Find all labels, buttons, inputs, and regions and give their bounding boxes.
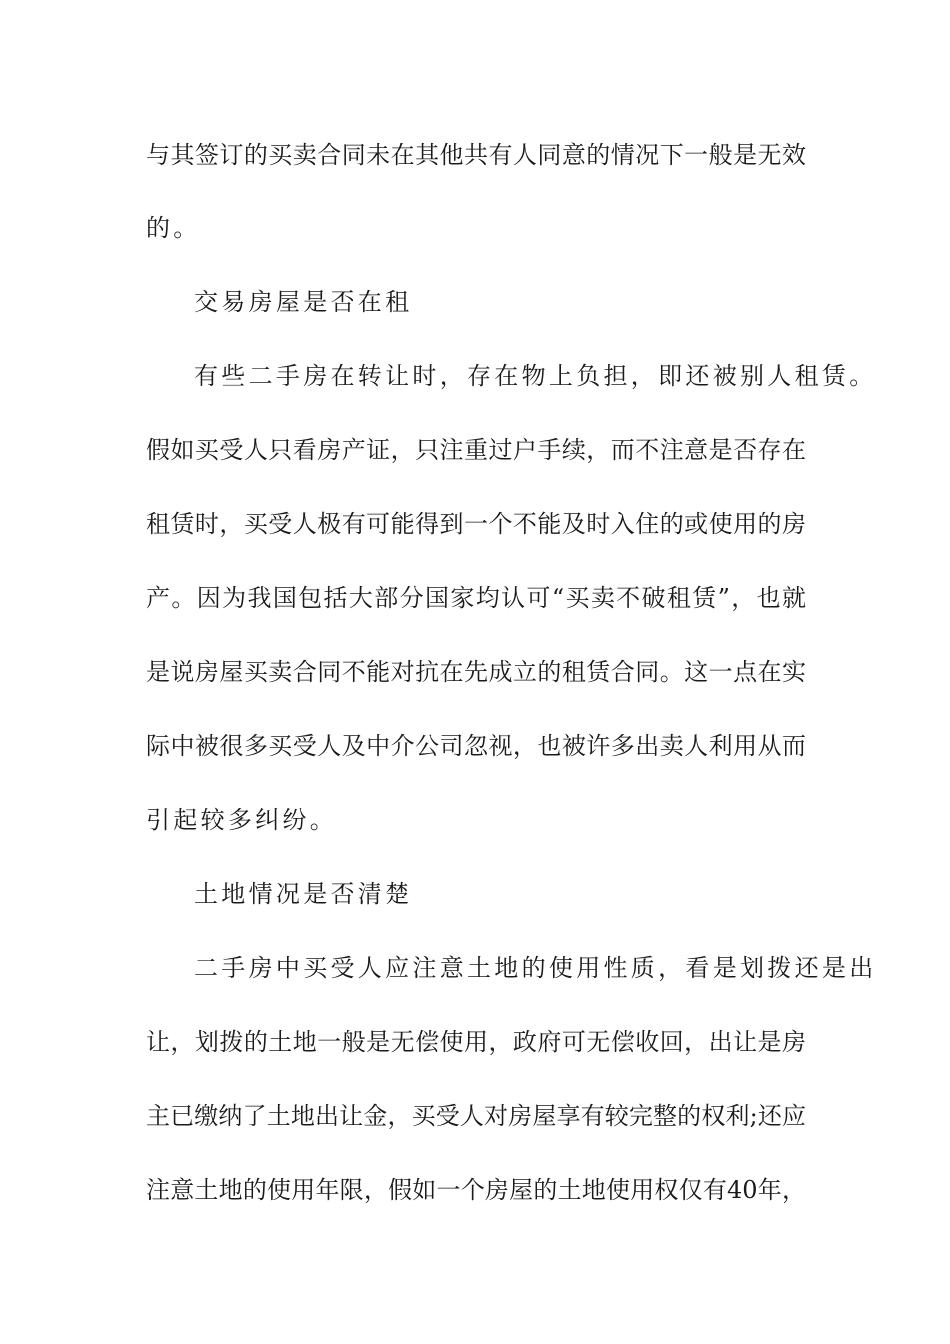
body-text-line: 有些二手房在转让时，存在物上负担，即还被别人租赁。 — [194, 362, 877, 390]
body-text-line: 假如买受人只看房产证，只注重过户手续，而不注意是否存在 — [146, 436, 806, 464]
body-text-line: 主已缴纳了土地出让金，买受人对房屋享有较完整的权利;还应 — [146, 1102, 806, 1130]
body-text-line: 注意土地的使用年限，假如一个房屋的土地使用权仅有40年， — [146, 1176, 806, 1204]
body-text-line: 际中被很多买受人及中介公司忽视，也被许多出卖人利用从而 — [146, 732, 806, 760]
body-text-line: 引起较多纠纷。 — [146, 806, 338, 834]
section-heading: 交易房屋是否在租 — [194, 288, 413, 316]
body-text-line: 二手房中买受人应注意土地的使用性质，看是划拨还是出 — [194, 954, 877, 982]
body-text-line: 是说房屋买卖合同不能对抗在先成立的租赁合同。这一点在实 — [146, 658, 806, 686]
section-heading: 土地情况是否清楚 — [194, 880, 413, 908]
body-text-line: 与其签订的买卖合同未在其他共有人同意的情况下一般是无效 — [146, 141, 806, 169]
body-text-line: 租赁时，买受人极有可能得到一个不能及时入住的或使用的房 — [146, 510, 806, 538]
body-text-line: 让，划拨的土地一般是无偿使用，政府可无偿收回，出让是房 — [146, 1028, 806, 1056]
body-text-line: 的。 — [146, 214, 201, 242]
body-text-line: 产。因为我国包括大部分国家均认可“买卖不破租赁”，也就 — [146, 584, 806, 612]
